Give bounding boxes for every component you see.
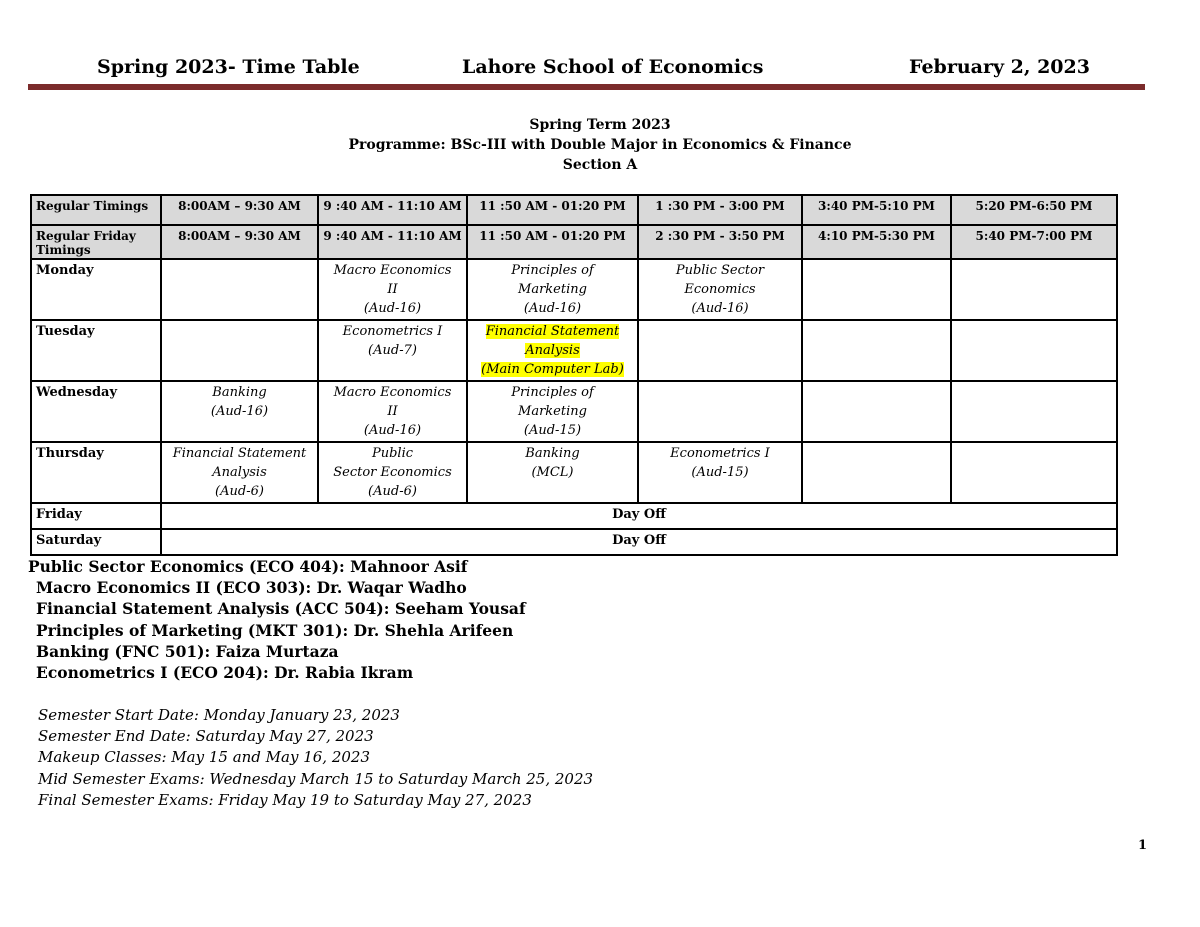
class-cell (802, 320, 951, 381)
course-line: Public Sector (675, 263, 765, 278)
time-slot: 2 :30 PM - 3:50 PM (638, 225, 802, 259)
course-line: II (387, 282, 398, 297)
day-row-tuesday (31, 320, 1117, 381)
time-slot: 3:40 PM-5:10 PM (802, 195, 951, 225)
room-line: (Aud-7) (368, 343, 417, 358)
room-line: (Aud-6) (215, 484, 264, 499)
course-line: Principles of (511, 385, 594, 400)
room-line: (Aud-16) (363, 301, 422, 316)
instructor-list (28, 556, 526, 683)
course-line: Sector Economics (333, 465, 452, 480)
day-row-saturday (31, 529, 1117, 555)
class-cell (161, 259, 318, 320)
header-center: Lahore School of Economics (462, 56, 764, 78)
class-cell (467, 381, 638, 442)
room-line: (Aud-16) (210, 404, 269, 419)
header-left: Spring 2023- Time Table (97, 56, 360, 78)
class-cell (638, 442, 802, 503)
class-cell (161, 442, 318, 503)
course-line: Econometrics I (670, 446, 770, 461)
header-right: February 2, 2023 (909, 56, 1090, 78)
course-line: Analysis (212, 465, 267, 480)
class-cell (802, 381, 951, 442)
class-cell (951, 381, 1117, 442)
room-line: (Main Computer Lab) (481, 362, 624, 377)
instructor-line: Econometrics I (ECO 204): Dr. Rabia Ikram (36, 663, 414, 683)
time-slot: 5:20 PM-6:50 PM (951, 195, 1117, 225)
time-slot: 5:40 PM-7:00 PM (951, 225, 1117, 259)
class-cell (318, 259, 467, 320)
course-line: Macro Economics (333, 385, 452, 400)
semester-dates (38, 705, 593, 811)
instructor-line: Banking (FNC 501): Faiza Murtaza (36, 641, 339, 661)
day-label: Tuesday (31, 320, 161, 381)
row-label: Regular Friday Timings (31, 225, 161, 259)
class-cell-highlighted (467, 320, 638, 381)
day-row-wednesday (31, 381, 1117, 442)
date-line: Semester End Date: Saturday May 27, 2023 (38, 727, 374, 746)
course-line: Marketing (518, 404, 587, 419)
room-line: (Aud-16) (363, 423, 422, 438)
time-slot: 11 :50 AM - 01:20 PM (467, 225, 638, 259)
date-line: Semester Start Date: Monday January 23, 2023 (38, 706, 400, 724)
class-cell (318, 320, 467, 381)
instructor-line: Financial Statement Analysis (ACC 504): Seeham Yousaf (36, 599, 526, 619)
day-label: Thursday (31, 442, 161, 503)
day-row-friday (31, 503, 1117, 529)
day-row-thursday (31, 442, 1117, 503)
class-cell (467, 259, 638, 320)
instructor-line: Public Sector Economics (ECO 404): Mahnoor Asif (28, 557, 468, 576)
day-label: Saturday (31, 529, 161, 555)
class-cell (951, 259, 1117, 320)
date-line: Makeup Classes: May 15 and May 16, 2023 (38, 748, 371, 767)
course-line: Banking (525, 446, 580, 461)
page-number: 1 (1138, 838, 1148, 853)
regular-timings-row (31, 195, 1117, 225)
title-block (0, 115, 1200, 175)
room-line: (Aud-16) (691, 301, 749, 316)
course-line: Financial Statement (485, 324, 620, 339)
class-cell (951, 320, 1117, 381)
timetable (30, 194, 1118, 556)
room-line: (Aud-15) (691, 465, 749, 480)
class-cell (318, 442, 467, 503)
course-line: Banking (212, 385, 267, 400)
day-off-cell: Day Off (161, 529, 1117, 555)
course-line: Marketing (518, 282, 587, 297)
time-slot: 9 :40 AM - 11:10 AM (318, 225, 467, 259)
date-line: Final Semester Exams: Friday May 19 to Saturday May 27, 2023 (38, 790, 532, 809)
time-slot: 4:10 PM-5:30 PM (802, 225, 951, 259)
day-row-monday (31, 259, 1117, 320)
class-cell (638, 259, 802, 320)
room-line: (Aud-6) (368, 484, 417, 499)
class-cell (638, 381, 802, 442)
section-title: Section A (562, 157, 638, 173)
room-line: (Aud-16) (523, 301, 582, 316)
row-label: Regular Timings (31, 195, 161, 225)
class-cell (318, 381, 467, 442)
class-cell (161, 381, 318, 442)
instructor-line: Macro Economics II (ECO 303): Dr. Waqar Wadho (36, 578, 467, 598)
course-line: Financial Statement (172, 446, 307, 461)
time-slot: 8:00AM – 9:30 AM (161, 195, 318, 225)
class-cell (951, 442, 1117, 503)
course-line: Econometrics I (342, 324, 443, 339)
term-title: Spring Term 2023 (529, 117, 671, 133)
room-line: (Aud-15) (523, 423, 582, 438)
day-off-cell: Day Off (161, 503, 1117, 529)
day-label: Wednesday (31, 381, 161, 442)
friday-timings-row (31, 225, 1117, 259)
time-slot: 11 :50 AM - 01:20 PM (467, 195, 638, 225)
date-line: Mid Semester Exams: Wednesday March 15 to Saturday March 25, 2023 (38, 769, 594, 788)
course-line: Macro Economics (333, 263, 452, 278)
course-line: Public (371, 446, 414, 461)
course-line: Economics (684, 282, 756, 297)
day-label: Monday (31, 259, 161, 320)
course-line: Analysis (525, 343, 580, 358)
class-cell (802, 442, 951, 503)
class-cell (161, 320, 318, 381)
header-rule (28, 84, 1145, 90)
programme-title: Programme: BSc-III with Double Major in Economics & Finance (348, 137, 852, 153)
instructor-line: Principles of Marketing (MKT 301): Dr. Shehla Arifeen (36, 620, 514, 640)
class-cell (467, 442, 638, 503)
time-slot: 9 :40 AM - 11:10 AM (318, 195, 467, 225)
time-slot: 1 :30 PM - 3:00 PM (638, 195, 802, 225)
day-label: Friday (31, 503, 161, 529)
class-cell (638, 320, 802, 381)
room-line: (MCL) (531, 465, 574, 480)
time-slot: 8:00AM – 9:30 AM (161, 225, 318, 259)
course-line: II (387, 404, 398, 419)
class-cell (802, 259, 951, 320)
course-line: Principles of (511, 263, 594, 278)
